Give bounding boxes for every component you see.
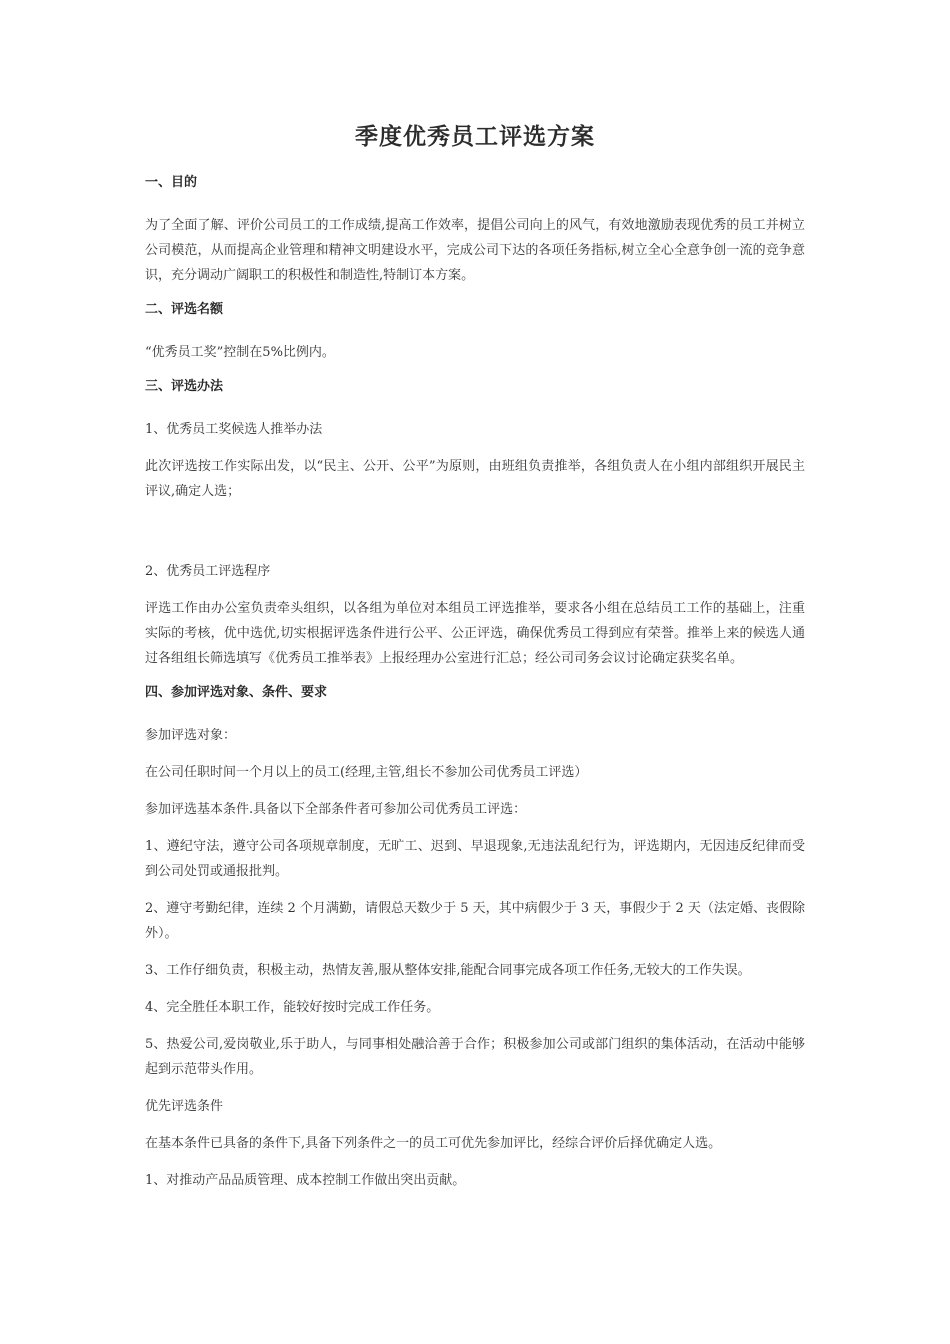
paragraph-purpose: 为了全面了解、评价公司员工的工作成绩,提高工作效率，提倡公司向上的风气，有效地激励表现优秀的员工并树立公司模范，从而提高企业管理和精神文明建设水平，完成公司下达的各项任务指标,树立全心全意争创一流的竞争意识，充分调动广阔职工的积极性和制造性,特制订本方案。 xyxy=(145,218,805,283)
section-heading-quota: 二、评选名额 xyxy=(145,302,224,317)
method-item1-text: 此次评选按工作实际出发，以“民主、公开、公平”为原则，由班组负责推举，各组负责人在小组内部组织开展民主评议,确定人选； xyxy=(145,459,805,499)
document-title: 季度优秀员工评选方案 xyxy=(355,124,595,150)
method-item2-text: 评选工作由办公室负责牵头组织，以各组为单位对本组员工评选推举，要求各小组在总结员工工作的基础上，注重实际的考核，优中选优,切实根据评选条件进行公平、公正评选，确保优秀员工得到应有荣誉。推举上来的候选人通过各组组长筛选填写《优秀员工推举表》上报经理办公室进行汇总；经公司司务会议讨论确定获奖名单。 xyxy=(145,601,805,666)
section-heading-method: 三、评选办法 xyxy=(145,379,224,394)
basic-condition-item: 1、遵纪守法，遵守公司各项规章制度，无旷工、迟到、早退现象,无违法乱纪行为，评选期内，无因违反纪律而受到公司处罚或通报批判。 xyxy=(145,839,805,879)
section-heading-requirements: 四、参加评选对象、条件、要求 xyxy=(145,685,328,700)
method-item1-title: 1、优秀员工奖候选人推举办法 xyxy=(145,422,323,437)
priority-conditions-label: 优先评选条件 xyxy=(145,1099,224,1114)
basic-condition-item: 4、完全胜任本职工作，能较好按时完成工作任务。 xyxy=(145,1000,440,1015)
basic-condition-item: 3、工作仔细负责，积极主动，热情友善,服从整体安排,能配合同事完成各项工作任务,无较大的工作失误。 xyxy=(145,963,751,978)
basic-conditions-label: 参加评选基本条件.具备以下全部条件者可参加公司优秀员工评选： xyxy=(145,802,527,817)
document-page xyxy=(145,118,805,1205)
blank-space xyxy=(145,516,805,559)
priority-condition-item: 1、对推动产品品质管理、成本控制工作做出突出贡献。 xyxy=(145,1173,466,1188)
target-text: 在公司任职时间一个月以上的员工(经理,主管,组长不参加公司优秀员工评选） xyxy=(145,765,588,780)
section-heading-purpose: 一、目的 xyxy=(145,175,198,190)
basic-condition-item: 2、遵守考勤纪律，连续 2 个月满勤，请假总天数少于 5 天，其中病假少于 3 天，事假少于 2 天（法定婚、丧假除外）。 xyxy=(145,901,805,941)
paragraph-quota: “优秀员工奖”控制在5%比例内。 xyxy=(145,345,335,360)
priority-conditions-text: 在基本条件已具备的条件下,具备下列条件之一的员工可优先参加评比，经综合评价后择优确定人选。 xyxy=(145,1136,722,1151)
basic-condition-item: 5、热爱公司,爱岗敬业,乐于助人，与同事相处融洽善于合作；积极参加公司或部门组织的集体活动，在活动中能够起到示范带头作用。 xyxy=(145,1037,805,1077)
target-label: 参加评选对象： xyxy=(145,728,237,743)
method-item2-title: 2、优秀员工评选程序 xyxy=(145,564,271,579)
